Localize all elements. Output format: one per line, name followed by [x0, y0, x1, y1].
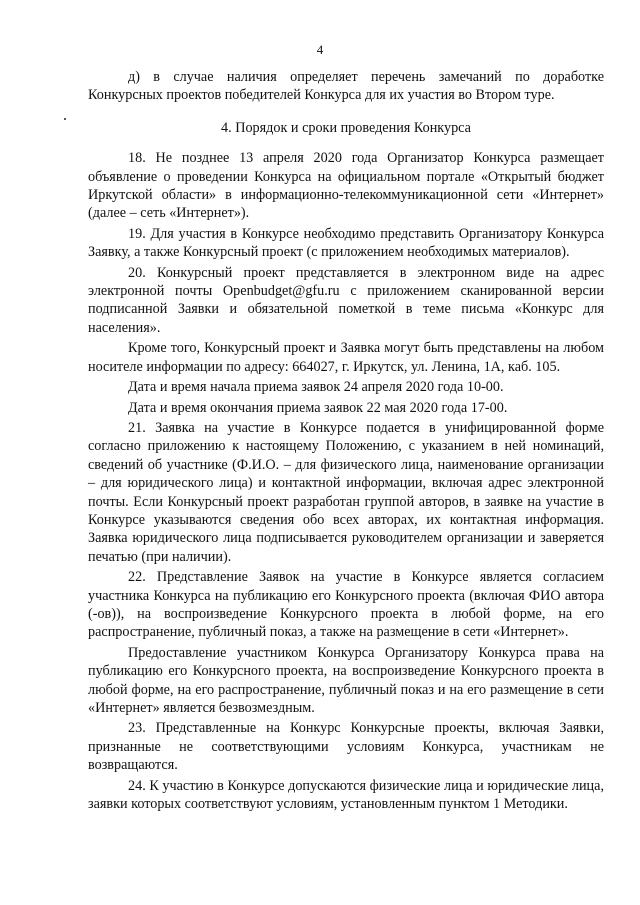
document-body — [88, 68, 604, 813]
paragraph-22: 22. Представление Заявок на участие в Конкурсе является согласием участника Конкурса на публикацию его Конкурсного проекта (включая ФИО автора (-ов)), на воспроизведение Конкурсного проекта в любой форме, на его распространение, публичный показ, а также на размещение в сети «Интернет». — [88, 569, 604, 641]
scan-speck — [64, 118, 66, 120]
paragraph-24: 24. К участию в Конкурсе допускаются физические лица и юридические лица, заявки которых соответствуют условиям, установленным пунктом 1 Методики. — [88, 777, 604, 813]
paragraph-20-start-date: Дата и время начала приема заявок 24 апреля 2020 года 10-00. — [128, 379, 504, 396]
paragraph-20-address: Кроме того, Конкурсный проект и Заявка могут быть представлены на любом носителе информации по адресу: 664027, г. Иркутск, ул. Ленина, 1А, каб. 105. — [88, 340, 604, 375]
paragraph-23: 23. Представленные на Конкурс Конкурсные проекты, включая Заявки, признанные не соответствующими условиям Конкурса, участникам не возвращаются. — [88, 720, 604, 774]
page-number: 4 — [316, 42, 324, 57]
section-heading: 4. Порядок и сроки проведения Конкурса — [221, 119, 471, 136]
paragraph-20: 20. Конкурсный проект представляется в электронном виде на адрес электронной почты Openbudget@gfu.ru с приложением сканированной версии подписанной Заявки и обязательной пометкой в теме письма «Конкурс для населения». — [88, 264, 604, 336]
paragraph-22-rights: Предоставление участником Конкурса Организатору Конкурса права на публикацию его Конкурсного проекта, на воспроизведение Конкурсного проекта в любой форме, на его распространение, публичный показ и на его размещение в сети «Интернет» является безвозмездным. — [88, 644, 604, 716]
paragraph-18: 18. Не позднее 13 апреля 2020 года Организатор Конкурса размещает объявление о проведении Конкурса на официальном портале «Открытый бюджет Иркутской области» в информационно-телекоммуникационной сети «Интернет» (далее – сеть «Интернет»). — [88, 150, 604, 222]
paragraph-21: 21. Заявка на участие в Конкурсе подается в унифицированной форме согласно приложению к настоящему Положению, с указанием в ней номинаций, сведений об участнике (Ф.И.О. – для физического лица, наименование организации – для юридического лица) и контактной информации, включая адрес электронной почты. Если Конкурсный проект разработан группой авторов, в заявке на участие в Конкурсе указываются сведения обо всех авторах, их контактная информация. Заявка юридического лица подписывается руководителем организации и заверяется печатью (при наличии). — [88, 419, 604, 565]
paragraph-20-end-date: Дата и время окончания приема заявок 22 мая 2020 года 17-00. — [128, 399, 508, 416]
item-d: д) в случае наличия определяет перечень замечаний по доработке Конкурсных проектов победителей Конкурса для их участия во Втором туре. — [88, 69, 604, 104]
paragraph-19: 19. Для участия в Конкурсе необходимо представить Организатору Конкурса Заявку, а также Конкурсный проект (с приложением необходимых материалов). — [88, 225, 604, 261]
